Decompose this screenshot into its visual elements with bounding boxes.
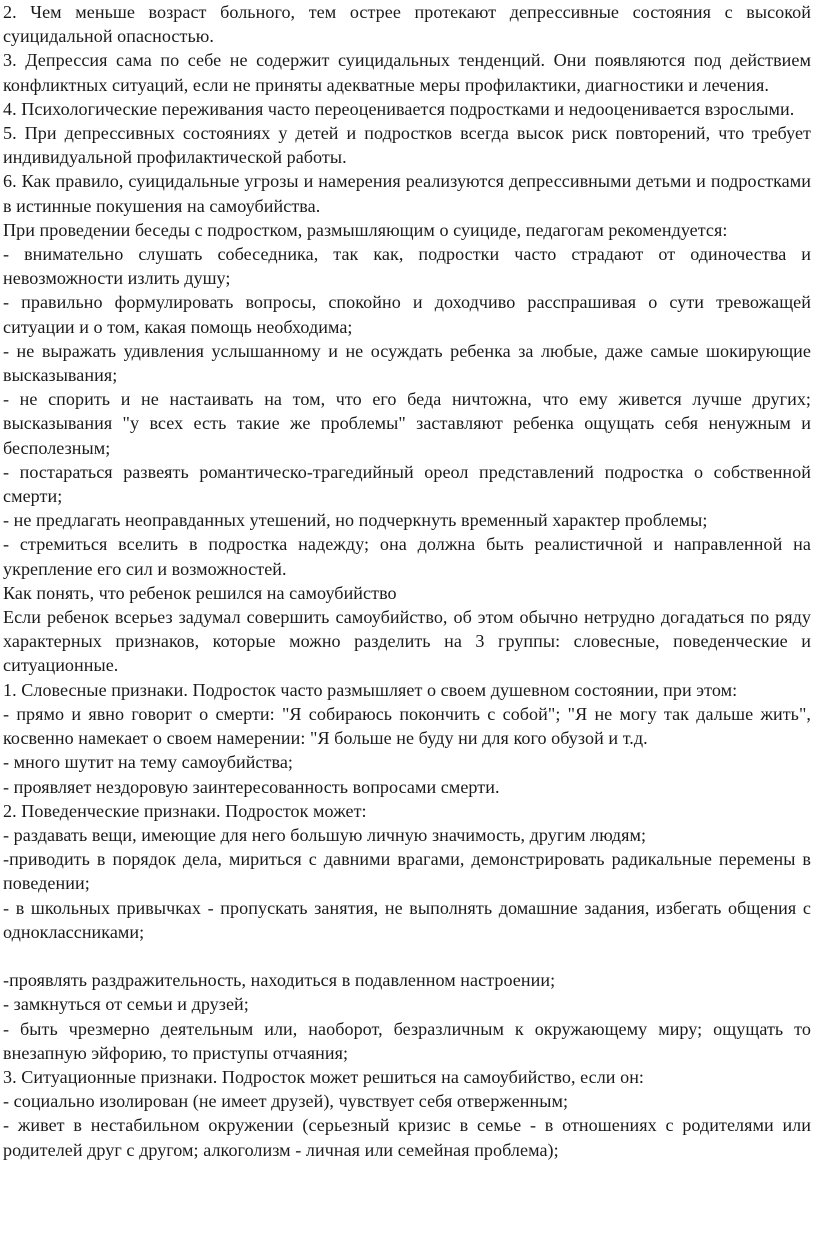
recommendation-item: - не спорить и не настаивать на том, что его беда ничтожна, что ему живется лучше других; высказывания "у всех есть такие же проблемы" заставляют ребенка ощущать себя ненужным и бесполезным; <box>3 389 811 458</box>
recommendation-item: - стремиться вселить в подростка надежду; она должна быть реалистичной и направленной на укрепление его сил и возможностей. <box>3 534 811 579</box>
verbal-sign-item: - проявляет нездоровую заинтересованность вопросами смерти. <box>3 776 500 797</box>
paragraph-item-2: 2. Чем меньше возраст больного, тем острее протекают депрессивные состояния с высокой суицидальной опасностью. <box>3 2 811 47</box>
recommendation-item: - не выражать удивления услышанному и не осуждать ребенка за любые, даже самые шокирующие высказывания; <box>3 340 811 386</box>
recommendations-intro: При проведении беседы с подростком, размышляющим о суициде, педагогам рекомендуется: <box>3 219 728 240</box>
verbal-signs-heading: 1. Словесные признаки. Подросток часто размышляет о своем душевном состоянии, при этом: <box>3 679 738 700</box>
section-heading: Как понять, что ребенок решился на самоубийство <box>3 582 397 603</box>
behavioral-sign-item: -проявлять раздражительность, находиться в подавленном настроении; <box>3 970 556 991</box>
behavioral-sign-item: -приводить в порядок дела, мириться с давними врагами, демонстрировать радикальные перемены в поведении; <box>3 849 811 894</box>
recommendation-item: - постараться развеять романтическо-трагедийный ореол представлений подростка о собственной смерти; <box>3 461 811 507</box>
paragraph-item-3: 3. Депрессия сама по себе не содержит суицидальных тенденций. Они появляются под действием конфликтных ситуаций, если не приняты адекватные меры профилактики, диагностики и лечения. <box>3 50 811 95</box>
recommendation-item: - не предлагать неоправданных утешений, но подчеркнуть временный характер проблемы; <box>3 510 708 531</box>
recommendation-item: - внимательно слушать собеседника, так как, подростки часто страдают от одиночества и невозможности излить душу; <box>3 244 811 289</box>
blank-line <box>3 944 811 968</box>
behavioral-sign-item: - в школьных привычках - пропускать занятия, не выполнять домашние задания, избегать общения с одноклассниками; <box>3 897 811 942</box>
verbal-sign-item: - много шутит на тему самоубийства; <box>3 752 293 773</box>
verbal-sign-item: - прямо и явно говорит о смерти: "Я собираюсь покончить с собой"; "Я не могу так дальше жить", косвенно намекает о своем намерении: "Я больше не буду ни для кого обузой и т.д. <box>3 703 811 749</box>
behavioral-sign-item: - замкнуться от семьи и друзей; <box>3 994 249 1015</box>
paragraph-item-5: 5. При депрессивных состояниях у детей и подростков всегда высок риск повторений, что требует индивидуальной профилактической работы. <box>3 123 811 168</box>
behavioral-sign-item: - раздавать вещи, имеющие для него большую личную значимость, другим людям; <box>3 824 647 845</box>
behavioral-signs-heading: 2. Поведенческие признаки. Подросток может: <box>3 800 367 821</box>
behavioral-sign-item: - быть чрезмерно деятельным или, наоборот, безразличным к окружающему миру; ощущать то внезапную эйфорию, то приступы отчаяния; <box>3 1018 811 1063</box>
situational-sign-item: - социально изолирован (не имеет друзей), чувствует себя отверженным; <box>3 1091 569 1112</box>
paragraph-item-4: 4. Психологические переживания часто переоценивается подростками и недооценивается взрослыми. <box>3 98 795 119</box>
situational-sign-item: - живет в нестабильном окружении (серьезный кризис в семье - в отношениях с родителями или родителей друг с другом; алкоголизм - личная или семейная проблема); <box>3 1115 811 1160</box>
situational-signs-heading: 3. Ситуационные признаки. Подросток может решиться на самоубийство, если он: <box>3 1066 645 1087</box>
recommendation-item: - правильно формулировать вопросы, спокойно и доходчиво расспрашивая о сути тревожащей ситуации и о том, какая помощь необходима; <box>3 292 811 337</box>
paragraph-item-6: 6. Как правило, суицидальные угрозы и намерения реализуются депрессивными детьми и подростками в истинные покушения на самоубийства. <box>3 171 811 216</box>
signs-intro: Если ребенок всерьез задумал совершить самоубийство, об этом обычно нетрудно догадаться по ряду характерных признаков, которые можно разделить на 3 группы: словесные, поведенческие и ситуационные. <box>3 607 811 676</box>
